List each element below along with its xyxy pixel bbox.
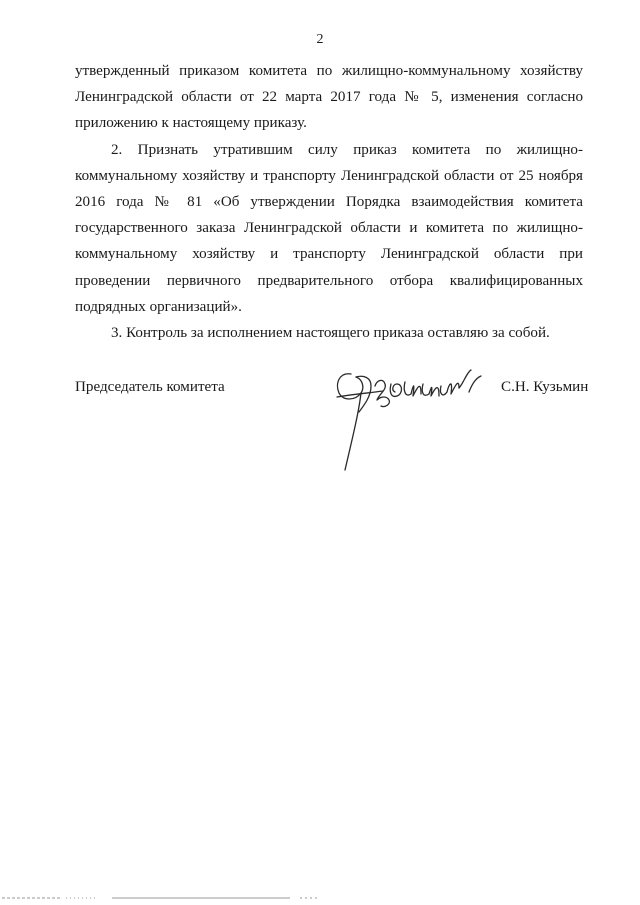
paragraph-1: утвержденный приказом комитета по жилищно-коммунальному хозяйству Ленинградской области от 22 марта 2017 года № 5, изменения согласно приложению к настоящему приказу. — [75, 63, 583, 132]
handwritten-signature — [325, 366, 505, 476]
document-body — [75, 58, 583, 346]
signature-block — [0, 366, 640, 486]
scan-footer-lines — [0, 895, 640, 901]
paragraph-3: 3. Контроль за исполнением настоящего приказа оставляю за собой. — [111, 325, 550, 342]
signer-name: С.Н. Кузьмин — [501, 379, 589, 395]
page-number: 2 — [316, 32, 324, 47]
paragraph-2: 2. Признать утратившим силу приказ комитета по жилищно-коммунальному хозяйству и транспорту Ленинградской области от 25 ноября 2016 года № 81 «Об утверждении Порядка взаимодействия комитета государственного заказа Ленинградской области и комитета по жилищно-коммунальному хозяйству и транспорту Ленинградской области при проведении первичного предварительного отбора квалифицированных подрядных организаций». — [75, 141, 583, 315]
signer-title: Председатель комитета — [75, 379, 225, 395]
